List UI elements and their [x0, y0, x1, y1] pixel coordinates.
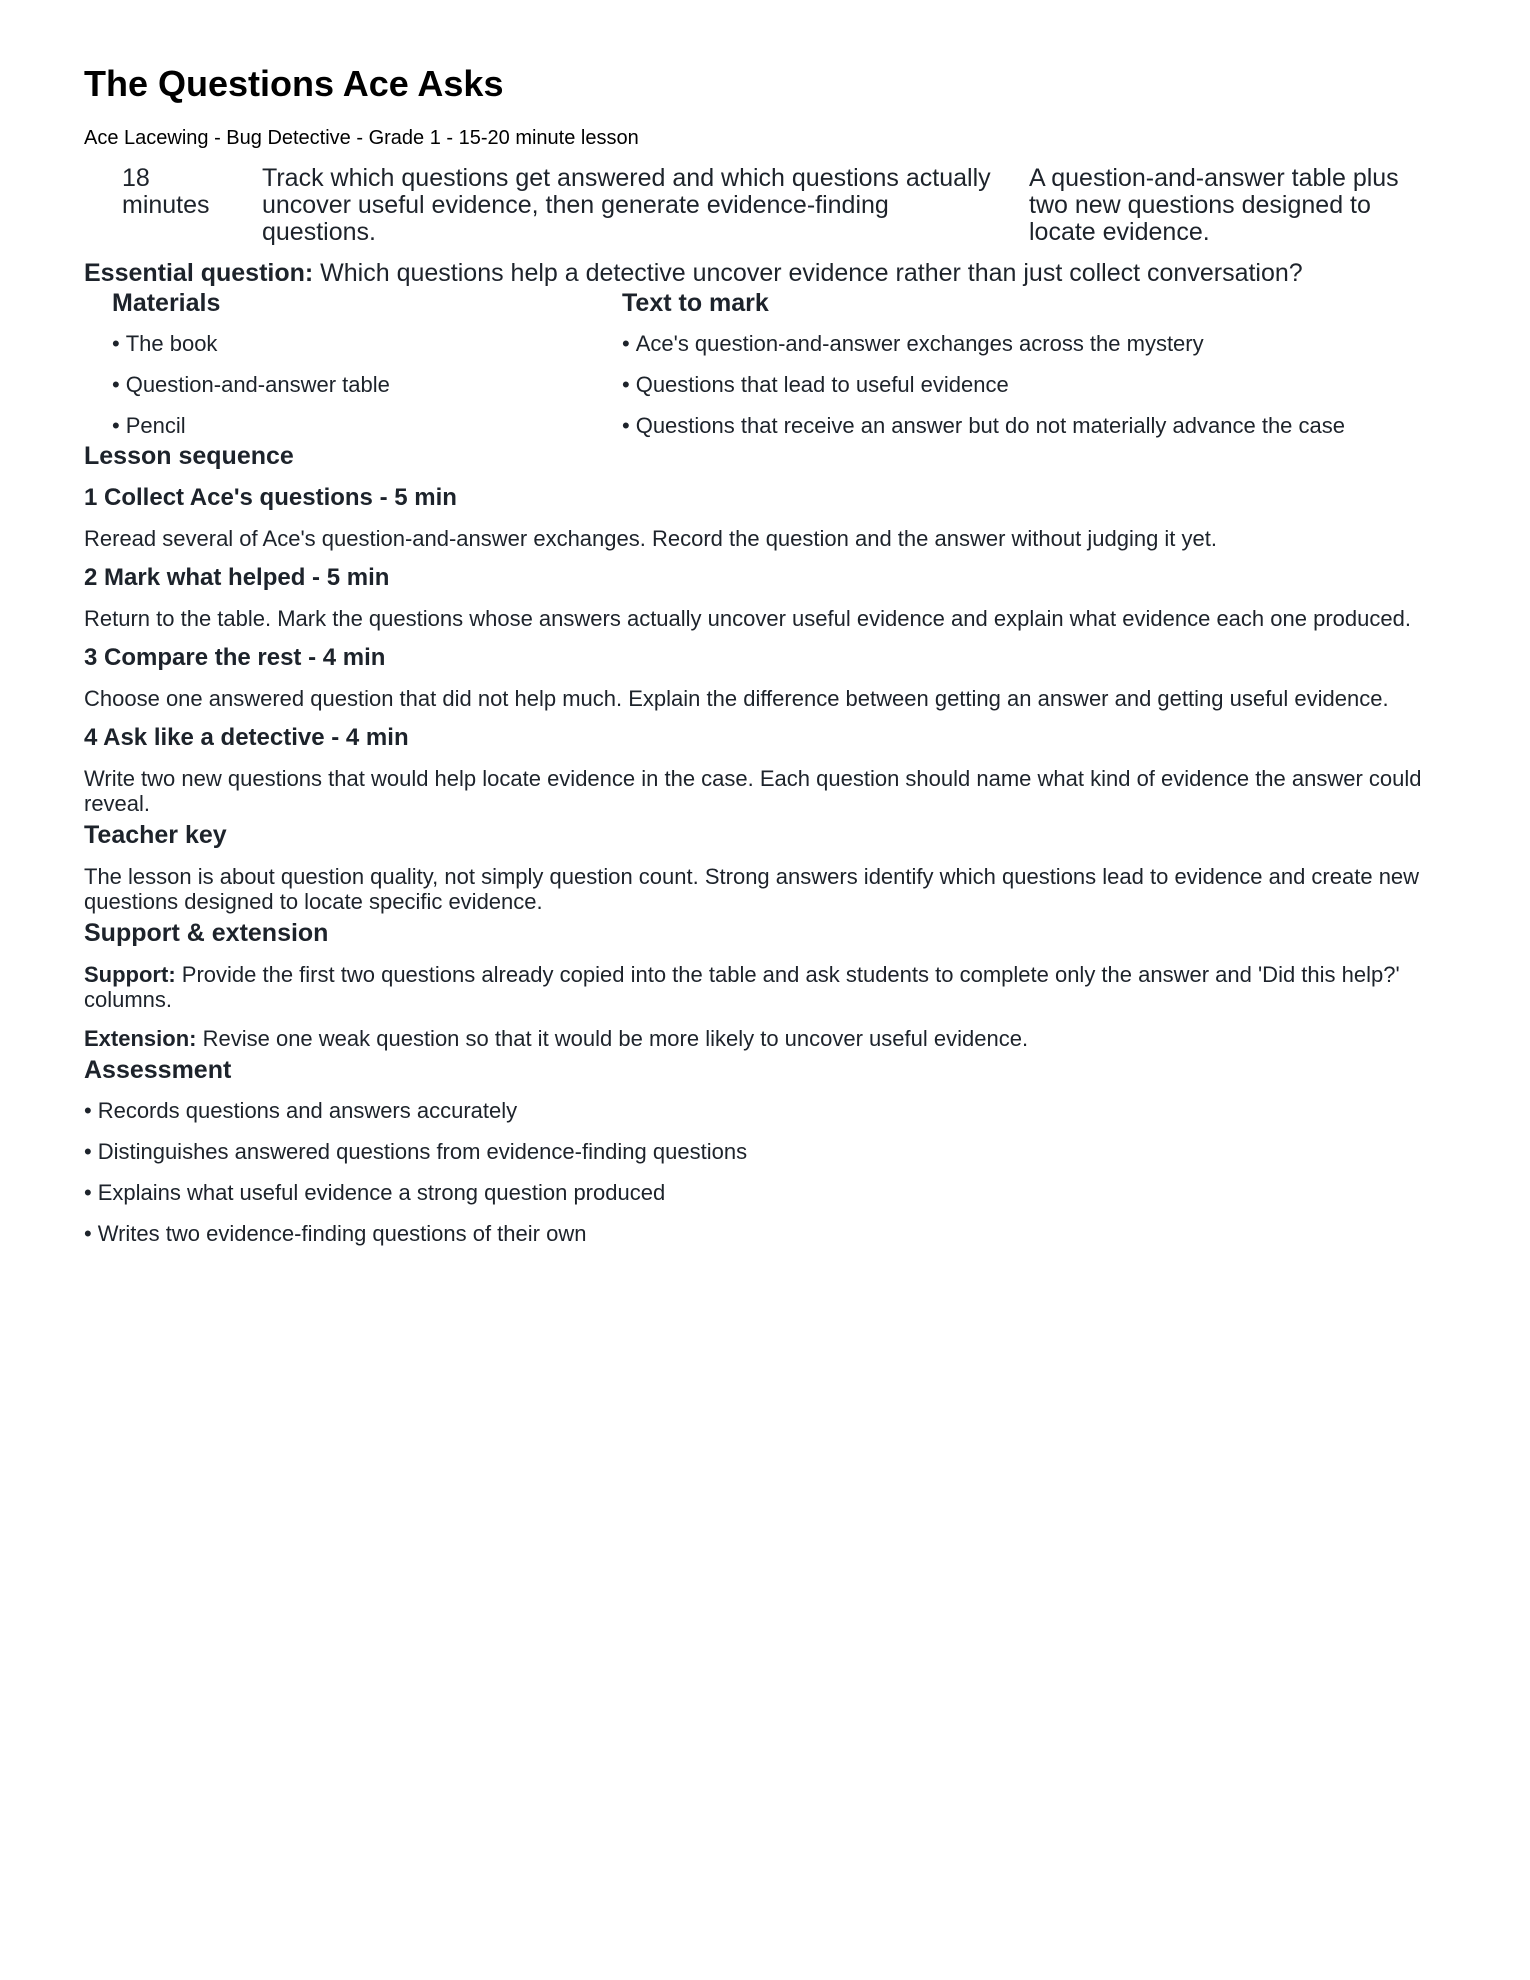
- list-item: • Questions that receive an answer but do not materially advance the case: [622, 413, 1442, 439]
- teacher-key-text: The lesson is about question quality, not simply question count. Strong answers identify which questions lead to evidence and create new questions designed to locate specific evidence.: [84, 864, 1420, 914]
- support-extension-heading: Support & extension: [84, 919, 329, 947]
- list-item: • Distinguishes answered questions from evidence-finding questions: [84, 1139, 1454, 1165]
- list-item: • Explains what useful evidence a strong question produced: [84, 1180, 1454, 1206]
- lesson-duration: 18 minutes: [122, 164, 210, 219]
- list-item: • Question-and-answer table: [112, 372, 622, 398]
- essential-question: [84, 258, 1454, 288]
- support-extension-section: [84, 918, 1454, 1051]
- page-subtitle: Ace Lacewing - Bug Detective - Grade 1 - 15-20 minute lesson: [84, 127, 639, 149]
- extension-text: Revise one weak question so that it would be more likely to uncover useful evidence.: [202, 1026, 1029, 1051]
- lesson-sequence-heading: Lesson sequence: [84, 442, 294, 470]
- materials-and-text-columns: [84, 288, 1454, 439]
- step-text: Reread several of Ace's question-and-answer exchanges. Record the question and the answer without judging it yet.: [84, 526, 1217, 551]
- step-text: Write two new questions that would help locate evidence in the case. Each question should name what kind of evidence the answer could reveal.: [84, 766, 1422, 816]
- step-text: Return to the table. Mark the questions whose answers actually uncover useful evidence and explain what evidence each one produced.: [84, 606, 1411, 631]
- lesson-goal: Track which questions get answered and which questions actually uncover useful evidence, then generate evidence-finding questions.: [262, 164, 991, 246]
- step-title: 3 Compare the rest - 4 min: [84, 644, 386, 671]
- text-to-mark-section: [622, 288, 1442, 439]
- essential-question-text: Which questions help a detective uncover evidence rather than just collect conversation?: [320, 259, 1303, 287]
- text-to-mark-heading: Text to mark: [622, 289, 769, 317]
- assessment-section: [84, 1055, 1454, 1247]
- list-item: • Questions that lead to useful evidence: [622, 372, 1442, 398]
- list-item: • Ace's question-and-answer exchanges across the mystery: [622, 331, 1442, 357]
- step-text: Choose one answered question that did not help much. Explain the difference between getting an answer and getting useful evidence.: [84, 686, 1389, 711]
- support-paragraph: [84, 962, 1454, 1012]
- list-item: • Records questions and answers accurately: [84, 1098, 1454, 1124]
- lesson-sequence-section: [84, 441, 1454, 816]
- teacher-key-heading: Teacher key: [84, 821, 227, 849]
- assessment-heading: Assessment: [84, 1056, 232, 1084]
- step-title: 4 Ask like a detective - 4 min: [84, 724, 409, 751]
- list-item: • The book: [112, 331, 622, 357]
- essential-question-label: Essential question:: [84, 259, 314, 287]
- step-title: 1 Collect Ace's questions - 5 min: [84, 484, 457, 511]
- list-item: • Pencil: [112, 413, 622, 439]
- support-label: Support:: [84, 962, 176, 987]
- extension-label: Extension:: [84, 1026, 197, 1051]
- materials-section: [112, 288, 622, 439]
- support-text: Provide the first two questions already copied into the table and ask students to complete only the answer and 'Did this help?' columns.: [84, 962, 1400, 1012]
- teacher-key-section: [84, 820, 1454, 914]
- step-title: 2 Mark what helped - 5 min: [84, 564, 390, 591]
- list-item: • Writes two evidence-finding questions of their own: [84, 1221, 1454, 1247]
- materials-heading: Materials: [112, 289, 221, 317]
- assessment-list: [84, 1098, 1454, 1247]
- extension-paragraph: [84, 1026, 1454, 1051]
- materials-list: [112, 331, 622, 439]
- lesson-page: [84, 62, 1454, 1247]
- lesson-summary: [84, 165, 1454, 246]
- page-title: The Questions Ace Asks: [84, 63, 504, 104]
- text-to-mark-list: [622, 331, 1442, 439]
- lesson-product: A question-and-answer table plus two new questions designed to locate evidence.: [1029, 164, 1399, 246]
